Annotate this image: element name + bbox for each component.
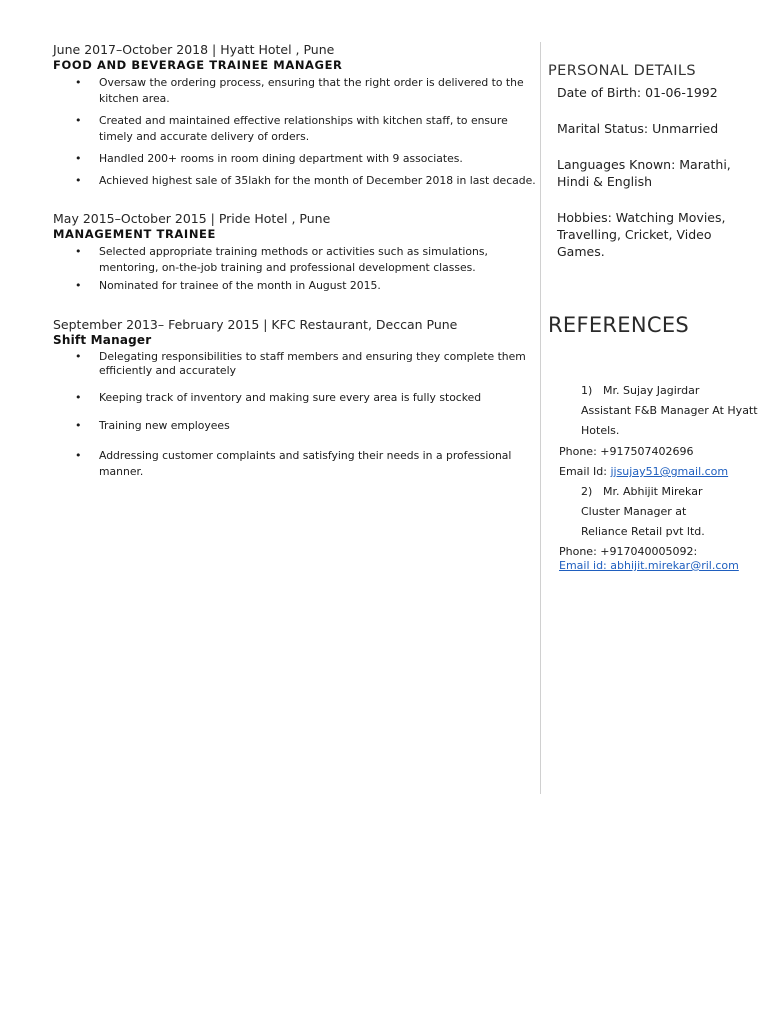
job-heading: June 2017–October 2018 | Hyatt Hotel , Pune bbox=[53, 42, 335, 57]
job-bullets bbox=[53, 350, 541, 480]
list-item: • Handled 200+ rooms in room dining department with 9 associates. bbox=[53, 151, 541, 167]
references-heading: REFERENCES bbox=[548, 313, 690, 337]
job-title: Shift Manager bbox=[53, 333, 152, 347]
reference-1-name: 1) Mr. Sujay Jagirdar bbox=[581, 384, 700, 397]
job-pride bbox=[53, 211, 541, 294]
job-hyatt bbox=[53, 42, 541, 189]
personal-details-heading: PERSONAL DETAILS bbox=[548, 63, 696, 79]
column-divider bbox=[540, 42, 541, 794]
personal-details bbox=[548, 84, 763, 260]
list-item: • Delegating responsibilities to staff members and ensuring they complete them efficiently and accurately bbox=[53, 350, 541, 378]
reference-2-role: Cluster Manager at bbox=[581, 505, 687, 518]
experience-column bbox=[53, 42, 541, 486]
marital-status: Marital Status: Unmarried bbox=[557, 121, 719, 136]
job-heading: May 2015–October 2015 | Pride Hotel , Pune bbox=[53, 211, 331, 226]
list-item: • Created and maintained effective relationships with kitchen staff, to ensure timely and accurate delivery of orders. bbox=[53, 113, 541, 145]
job-title: MANAGEMENT TRAINEE bbox=[53, 227, 216, 241]
job-bullets bbox=[53, 75, 541, 189]
job-kfc bbox=[53, 317, 541, 480]
list-item: • Selected appropriate training methods or activities such as simulations, mentoring, on-the-job training and professional development classes. bbox=[53, 244, 541, 276]
list-item: • Training new employees bbox=[53, 418, 541, 434]
reference-1-email-link[interactable]: jjsujay51@gmail.com bbox=[610, 465, 729, 478]
reference-2-phone: Phone: +917040005092: bbox=[559, 545, 698, 558]
reference-1-phone: Phone: +917507402696 bbox=[559, 445, 694, 458]
reference-list bbox=[548, 381, 763, 573]
reference-2-email-link[interactable]: Email id: abhijit.mirekar@ril.com bbox=[559, 559, 739, 572]
list-item: • Oversaw the ordering process, ensuring that the right order is delivered to the kitchen area. bbox=[53, 75, 541, 107]
job-bullets bbox=[53, 244, 541, 294]
list-item: • Keeping track of inventory and making sure every area is fully stocked bbox=[53, 390, 541, 406]
job-heading: September 2013– February 2015 | KFC Restaurant, Deccan Pune bbox=[53, 317, 458, 332]
languages-known: Languages Known: Marathi, Hindi & English bbox=[557, 157, 731, 189]
date-of-birth: Date of Birth: 01-06-1992 bbox=[557, 85, 718, 100]
hobbies: Hobbies: Watching Movies, Travelling, Cricket, Video Games. bbox=[557, 210, 726, 259]
job-title: FOOD AND BEVERAGE TRAINEE MANAGER bbox=[53, 58, 343, 72]
reference-2-name: 2) Mr. Abhijit Mirekar bbox=[581, 485, 703, 498]
reference-1-role-cont: Hotels. bbox=[581, 424, 620, 437]
list-item: • Nominated for trainee of the month in August 2015. bbox=[53, 278, 541, 294]
reference-2-role-cont: Reliance Retail pvt ltd. bbox=[581, 525, 705, 538]
reference-1-role: Assistant F&B Manager At Hyatt bbox=[581, 404, 758, 417]
list-item: • Achieved highest sale of 35lakh for the month of December 2018 in last decade. bbox=[53, 173, 541, 189]
reference-1-email: Email Id: jjsujay51@gmail.com bbox=[559, 465, 729, 478]
list-item: • Addressing customer complaints and satisfying their needs in a professional manner. bbox=[53, 448, 541, 480]
sidebar-column bbox=[548, 58, 763, 573]
